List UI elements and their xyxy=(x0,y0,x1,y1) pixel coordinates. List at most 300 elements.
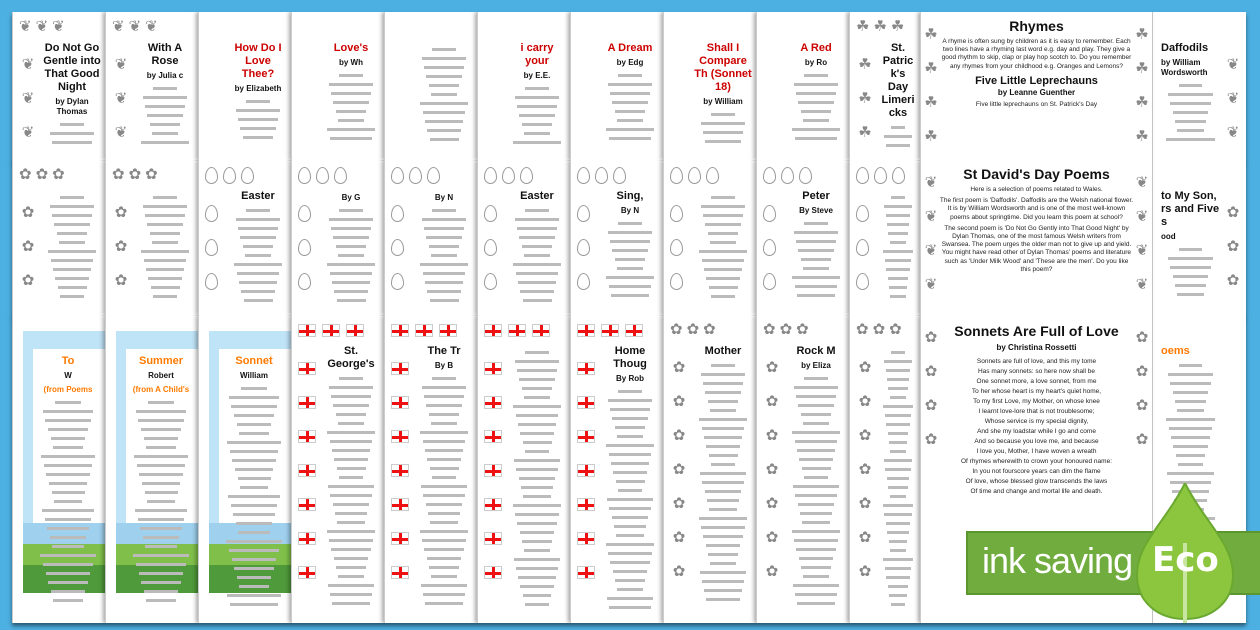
text-line xyxy=(337,521,364,524)
text-line xyxy=(230,450,279,453)
text-line xyxy=(333,503,370,506)
text-line xyxy=(883,250,913,253)
text-line xyxy=(1177,129,1204,132)
text-line xyxy=(612,516,649,519)
text-line xyxy=(884,135,912,138)
text-line xyxy=(710,241,736,244)
text-line xyxy=(432,476,456,479)
worksheet-page xyxy=(570,315,663,623)
page-content xyxy=(136,190,194,304)
egg-border-icon xyxy=(391,196,409,298)
text-line xyxy=(427,290,461,293)
text-line xyxy=(525,351,548,354)
text-line xyxy=(55,277,89,280)
text-line xyxy=(801,566,831,569)
text-line xyxy=(50,132,95,135)
egg-border-icon xyxy=(670,196,688,298)
text-line xyxy=(884,205,912,208)
page-content xyxy=(787,42,845,146)
page-author: By N xyxy=(434,193,454,202)
text-line xyxy=(431,422,457,425)
poem-line: To her whose heart is my heart's quiet home, xyxy=(971,388,1102,395)
text-line xyxy=(336,566,366,569)
shamrock-border-icon: ☘ ☘ ☘ ☘ xyxy=(1135,26,1149,145)
text-line xyxy=(141,428,181,431)
text-line xyxy=(890,549,906,552)
worksheet-page xyxy=(570,160,663,316)
text-line xyxy=(524,132,550,135)
page-author: W xyxy=(64,371,72,380)
text-line xyxy=(608,83,653,86)
text-line xyxy=(701,122,746,125)
text-line xyxy=(704,436,742,439)
text-line xyxy=(424,548,463,551)
text-line xyxy=(525,450,549,453)
worksheet-page xyxy=(105,12,198,161)
text-line xyxy=(523,495,550,498)
text-line xyxy=(883,405,913,408)
poem-line: Five little leprechauns on St. Patrick's Day xyxy=(975,100,1098,108)
text-line xyxy=(515,513,559,516)
text-line xyxy=(796,240,836,243)
page-title: Summer xyxy=(138,355,184,367)
text-line xyxy=(1167,472,1214,475)
text-line xyxy=(153,196,176,199)
flower-border-icon: ✿✿✿ xyxy=(670,321,720,338)
worksheet-page xyxy=(12,160,105,316)
dragon-border-icon: ❦ ❦ ❦ ❦ xyxy=(924,174,938,293)
text-line xyxy=(523,441,552,444)
text-line xyxy=(516,468,557,471)
worksheet-row-welsh-irish xyxy=(12,12,1246,161)
text-line xyxy=(232,558,277,561)
text-line xyxy=(40,554,95,557)
page-content xyxy=(508,345,566,612)
text-line xyxy=(229,549,279,552)
text-line xyxy=(618,222,641,225)
text-line xyxy=(711,364,734,367)
text-line xyxy=(609,137,652,140)
text-line xyxy=(134,455,188,458)
text-line xyxy=(711,295,735,298)
page-content xyxy=(939,323,1134,497)
text-line xyxy=(795,137,838,140)
text-line xyxy=(60,196,83,199)
text-line xyxy=(423,494,464,497)
text-line xyxy=(52,545,83,548)
egg-border-icon xyxy=(205,196,223,298)
text-line xyxy=(891,351,905,354)
worksheet-page xyxy=(291,160,384,316)
text-line xyxy=(887,531,909,534)
page-title: Sonnet xyxy=(235,355,273,367)
text-line xyxy=(328,584,375,587)
text-line xyxy=(423,593,465,596)
text-line xyxy=(618,390,641,393)
text-line xyxy=(706,544,741,547)
text-line xyxy=(514,558,561,561)
text-line xyxy=(145,545,176,548)
text-line xyxy=(525,603,549,606)
page-content xyxy=(43,190,101,304)
text-line xyxy=(241,290,275,293)
text-line xyxy=(702,580,744,583)
page-title: How Do I Love Thee? xyxy=(234,42,282,80)
text-line xyxy=(338,575,364,578)
text-line xyxy=(711,113,734,116)
text-line xyxy=(803,267,829,270)
text-line xyxy=(883,504,913,507)
text-line xyxy=(795,494,836,497)
text-line xyxy=(231,405,277,408)
text-line xyxy=(792,431,840,434)
text-line xyxy=(1168,93,1213,96)
text-line xyxy=(702,427,745,430)
text-line xyxy=(46,473,90,476)
text-line xyxy=(243,245,274,248)
text-line xyxy=(610,408,650,411)
text-line xyxy=(704,589,742,592)
text-line xyxy=(795,440,838,443)
page-content xyxy=(415,42,473,147)
page-author: by William Wordsworth xyxy=(1161,58,1208,77)
text-line xyxy=(606,444,654,447)
text-line xyxy=(329,83,374,86)
text-line xyxy=(888,432,909,435)
text-line xyxy=(336,413,367,416)
text-line xyxy=(334,557,369,560)
worksheet-page xyxy=(12,12,105,161)
text-line xyxy=(427,557,462,560)
text-line xyxy=(703,382,743,385)
text-line xyxy=(889,286,907,289)
text-line xyxy=(799,458,833,461)
text-line xyxy=(138,518,185,521)
text-line xyxy=(1166,138,1214,141)
text-line xyxy=(607,597,654,600)
page-body: Here is a selection of poems related to Wales. xyxy=(970,186,1103,193)
text-line xyxy=(1169,427,1213,430)
page-content xyxy=(415,190,473,308)
text-line xyxy=(136,410,187,413)
worksheet-page xyxy=(477,315,570,623)
text-line xyxy=(520,531,555,534)
page-title: oems xyxy=(1161,345,1190,357)
text-line xyxy=(50,205,95,208)
worksheet-page xyxy=(849,160,920,316)
text-line xyxy=(338,422,364,425)
text-line xyxy=(332,602,370,605)
text-line xyxy=(516,567,558,570)
text-line xyxy=(245,254,271,257)
text-line xyxy=(331,92,371,95)
text-line xyxy=(707,499,739,502)
text-line xyxy=(794,539,838,542)
text-line xyxy=(701,526,745,529)
text-line xyxy=(885,414,912,417)
text-line xyxy=(709,454,738,457)
text-line xyxy=(888,277,909,280)
page-title: Love's xyxy=(333,42,369,54)
text-line xyxy=(150,123,181,126)
ink-saving-label: ink saving xyxy=(982,540,1133,581)
text-line xyxy=(709,286,738,289)
text-line xyxy=(327,263,375,266)
text-line xyxy=(142,482,180,485)
text-line xyxy=(60,123,83,126)
text-line xyxy=(1168,373,1213,376)
text-line xyxy=(331,548,370,551)
text-line xyxy=(46,572,91,575)
text-line xyxy=(237,272,280,275)
text-line xyxy=(797,602,835,605)
text-line xyxy=(525,209,548,212)
text-line xyxy=(801,258,832,261)
page-content xyxy=(601,345,659,615)
page-title: The Tr xyxy=(427,345,461,357)
text-line xyxy=(143,205,188,208)
text-line xyxy=(710,409,736,412)
text-line xyxy=(147,500,175,503)
text-line xyxy=(427,129,461,132)
text-line xyxy=(708,232,739,235)
text-line xyxy=(51,259,94,262)
text-line xyxy=(138,419,184,422)
flower-border-icon: ✿ ✿ ✿ ✿ ✿ ✿ ✿ xyxy=(858,359,872,580)
text-line xyxy=(240,127,275,130)
text-line xyxy=(145,491,178,494)
flower-border-icon: ✿ ✿ ✿ xyxy=(1226,204,1240,289)
text-line xyxy=(429,413,460,416)
text-line xyxy=(236,109,281,112)
text-line xyxy=(884,513,911,516)
text-line xyxy=(233,513,275,516)
text-line xyxy=(1179,248,1203,251)
text-line xyxy=(338,254,364,257)
worksheet-page xyxy=(105,160,198,316)
text-line xyxy=(238,227,278,230)
text-line xyxy=(706,277,740,280)
text-line xyxy=(327,530,376,533)
page-title: A Dream xyxy=(607,42,653,54)
text-line xyxy=(889,594,907,597)
worksheet-page xyxy=(198,12,291,161)
text-line xyxy=(699,250,747,253)
text-line xyxy=(795,593,837,596)
text-line xyxy=(137,464,186,467)
text-line xyxy=(887,223,909,226)
text-line xyxy=(339,209,362,212)
text-line xyxy=(246,100,269,103)
text-line xyxy=(515,360,560,363)
text-line xyxy=(144,590,178,593)
text-line xyxy=(238,477,271,480)
text-line xyxy=(615,426,646,429)
text-line xyxy=(430,299,459,302)
text-line xyxy=(609,606,651,609)
flower-border-icon: ✿ ✿ ✿ ✿ xyxy=(1135,329,1149,448)
text-line xyxy=(610,240,650,243)
page-author: ood xyxy=(1161,232,1176,241)
text-line xyxy=(513,141,561,144)
worksheet-page xyxy=(663,315,756,623)
text-line xyxy=(1171,436,1210,439)
text-line xyxy=(522,245,553,248)
page-subtitle: (from A Child's xyxy=(132,385,190,394)
text-line xyxy=(329,218,374,221)
page-content xyxy=(322,190,380,308)
worksheet-page xyxy=(570,12,663,161)
text-line xyxy=(705,391,740,394)
dragon-border-icon: ❦❦❦ xyxy=(112,18,162,35)
text-line xyxy=(515,218,560,221)
text-line xyxy=(420,263,468,266)
text-line xyxy=(711,196,734,199)
worksheet-page xyxy=(756,12,849,161)
text-line xyxy=(146,268,184,271)
text-line xyxy=(141,141,189,144)
text-line xyxy=(53,268,91,271)
text-line xyxy=(794,231,839,234)
text-line xyxy=(515,96,560,99)
poem-line: Sonnets are full of love, and this my tome xyxy=(976,358,1097,365)
text-line xyxy=(793,584,840,587)
page-content xyxy=(229,42,287,145)
text-line xyxy=(513,504,562,507)
text-line xyxy=(48,428,88,431)
text-line xyxy=(517,522,556,525)
text-line xyxy=(798,503,835,506)
text-line xyxy=(47,527,89,530)
text-line xyxy=(703,214,743,217)
text-line xyxy=(1166,418,1214,421)
text-line xyxy=(792,128,840,131)
text-line xyxy=(886,369,911,372)
text-line xyxy=(704,268,742,271)
text-line xyxy=(615,258,646,261)
egg-border-icon xyxy=(484,196,502,298)
text-line xyxy=(883,558,912,561)
poem-line: Of time and change and mortal life and death. xyxy=(970,488,1103,495)
page-title: Easter xyxy=(241,190,275,202)
text-line xyxy=(705,140,740,143)
page-content xyxy=(787,345,845,611)
text-line xyxy=(54,223,89,226)
text-line xyxy=(1173,445,1207,448)
text-line xyxy=(1178,463,1203,466)
text-line xyxy=(891,196,905,199)
text-line xyxy=(517,369,557,372)
text-line xyxy=(246,209,269,212)
text-line xyxy=(327,431,375,434)
text-line xyxy=(336,110,367,113)
text-line xyxy=(890,295,905,298)
text-line xyxy=(804,74,827,77)
text-line xyxy=(227,441,281,444)
text-line xyxy=(43,563,93,566)
text-line xyxy=(702,481,743,484)
text-line xyxy=(699,418,747,421)
page-body: The first poem is 'Daffodils'. Daffodils are the Welsh national flower. It is by William Wordsworth and is one of the most well-known poems about springtime. Did you learn this poem at school? xyxy=(939,197,1134,221)
text-line xyxy=(139,572,184,575)
text-line xyxy=(422,218,467,221)
text-line xyxy=(426,404,461,407)
text-line xyxy=(59,241,85,244)
text-line xyxy=(330,494,371,497)
egg-border-icon xyxy=(391,166,445,184)
flower-border-icon: ✿ ✿ ✿ ✿ ✿ ✿ ✿ xyxy=(765,359,779,580)
text-line xyxy=(610,92,650,95)
text-line xyxy=(232,459,276,462)
page-title: A Red xyxy=(800,42,832,54)
text-line xyxy=(517,227,557,230)
text-line xyxy=(519,114,554,117)
flower-border-icon: ✿✿✿ xyxy=(763,321,813,338)
text-line xyxy=(524,549,550,552)
text-line xyxy=(140,527,182,530)
text-line xyxy=(888,486,908,489)
dragon-border-icon: ❦ ❦ ❦ xyxy=(114,56,128,141)
flower-border-icon: ✿ ✿ ✿ ✿ xyxy=(924,329,938,448)
text-line xyxy=(239,281,277,284)
page-content xyxy=(939,166,1134,274)
text-line xyxy=(513,405,561,408)
worksheet-page xyxy=(1152,160,1246,316)
text-line xyxy=(58,286,87,289)
text-line xyxy=(429,84,460,87)
text-line xyxy=(228,495,280,498)
text-line xyxy=(608,399,653,402)
egg-border-icon xyxy=(577,166,631,184)
text-line xyxy=(424,66,464,69)
text-line xyxy=(328,485,374,488)
text-line xyxy=(889,540,908,543)
text-line xyxy=(428,512,460,515)
text-line xyxy=(617,119,643,122)
page-title: Shall I Compare Th (Sonnet 18) xyxy=(694,42,752,93)
text-line xyxy=(887,378,909,381)
page-title: Rhymes xyxy=(1009,18,1064,34)
text-line xyxy=(425,281,463,284)
text-line xyxy=(141,250,189,253)
text-line xyxy=(1175,284,1206,287)
page-author: By N xyxy=(620,206,640,215)
text-line xyxy=(1170,266,1211,269)
text-line xyxy=(239,585,268,588)
page-content xyxy=(1161,42,1220,147)
text-line xyxy=(60,295,84,298)
page-title: Sing, xyxy=(616,190,644,202)
poem-line: I learnt love-lore that is not troublesome; xyxy=(978,408,1095,415)
page-title: Peter xyxy=(802,190,830,202)
worksheet-page-featured xyxy=(920,160,1152,316)
poem-line: I love you, Mother, I have woven a wreath xyxy=(976,448,1097,455)
text-line xyxy=(330,137,373,140)
text-line xyxy=(800,512,832,515)
text-line xyxy=(886,214,911,217)
text-line xyxy=(525,87,548,90)
page-content xyxy=(880,190,916,304)
text-line xyxy=(886,576,909,579)
text-line xyxy=(1175,400,1206,403)
egg-border-icon xyxy=(763,166,817,184)
text-line xyxy=(803,119,829,122)
text-line xyxy=(801,413,832,416)
text-line xyxy=(52,141,92,144)
flower-border-icon: ✿ ✿ ✿ xyxy=(114,204,128,289)
text-line xyxy=(521,486,553,489)
text-line xyxy=(333,404,368,407)
